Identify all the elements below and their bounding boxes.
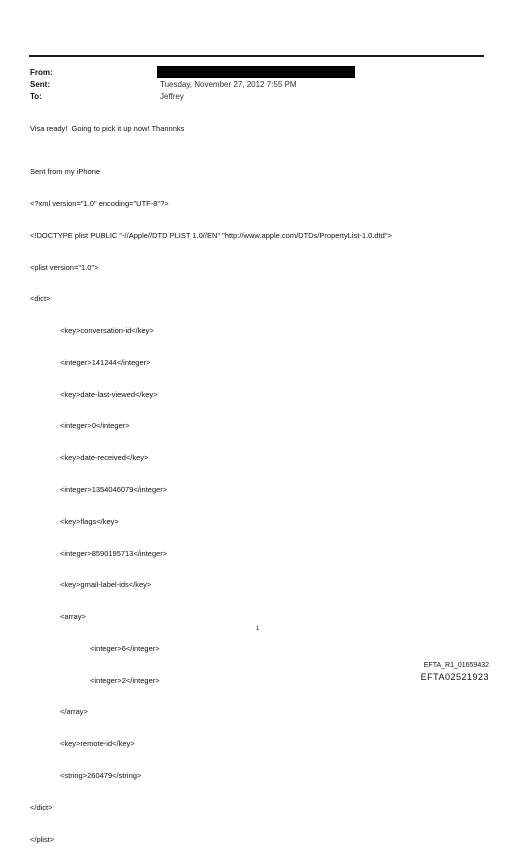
- code-line: <key>conversation-id</key>: [60, 326, 154, 336]
- code-line: <integer>1354046079</integer>: [60, 485, 168, 494]
- code-line: <array>: [60, 612, 86, 622]
- code-line: <integer>2</integer>: [90, 675, 160, 685]
- code-line: <key>date-last-viewed</key>: [60, 389, 158, 399]
- bates-number-small: EFTA_R1_01659432: [423, 662, 489, 669]
- code-line: <integer>6</integer>: [90, 643, 160, 653]
- code-line: <integer>141244</integer>: [60, 357, 151, 367]
- code-line: <key>date-received</key>: [60, 453, 149, 463]
- from-label: From:: [30, 68, 53, 77]
- code-line: <dict>: [30, 294, 51, 304]
- code-line: <!DOCTYPE plist PUBLIC "-//Apple//DTD PLIST 1.0//EN" "http://www.apple.com/DTDs/PropertyList-1.0.dtd">: [30, 230, 392, 240]
- code-line: <key>flags</key>: [60, 516, 119, 526]
- to-label: To:: [30, 92, 42, 101]
- email-message: Visa ready! Going to pick it up now! Thannnks: [30, 124, 185, 133]
- code-line: <integer>0</integer>: [60, 421, 130, 431]
- sent-label: Sent:: [30, 80, 50, 89]
- code-line: </dict>: [30, 802, 53, 812]
- code-line: <key>remote-id</key>: [60, 739, 135, 749]
- code-line: </array>: [60, 707, 88, 717]
- page-number: 1: [256, 626, 260, 632]
- code-line: </plist>: [30, 834, 55, 844]
- header-divider: [29, 55, 484, 57]
- to-value: Jeffrey: [160, 92, 184, 101]
- code-line: <plist version="1.0">: [30, 262, 99, 272]
- code-line: <string>260479</string>: [60, 771, 142, 781]
- code-line: <integer>8590195713</integer>: [60, 548, 168, 558]
- redaction-block: [157, 66, 355, 78]
- bates-number-large: EFTA02521923: [420, 672, 489, 682]
- signature-line: Sent from my iPhone: [30, 167, 101, 177]
- code-line: <key>gmail-label-ids</key>: [60, 580, 152, 590]
- code-line: <?xml version="1.0" encoding="UTF-8"?>: [30, 198, 169, 208]
- email-body-code: [30, 146, 392, 856]
- sent-value: Tuesday, November 27, 2012 7:55 PM: [160, 80, 297, 89]
